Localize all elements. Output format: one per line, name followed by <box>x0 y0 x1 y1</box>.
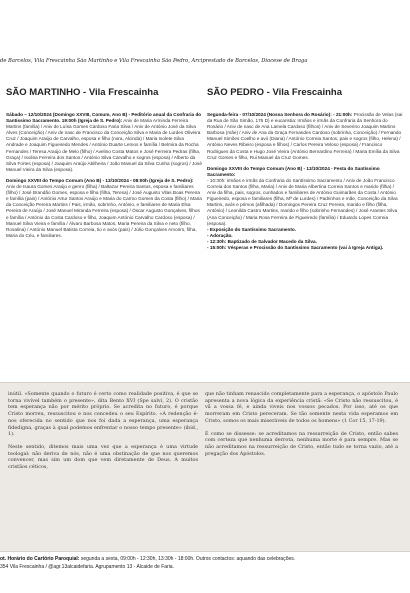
sao-martinho-saturday-block <box>6 112 202 173</box>
sao-pedro-title: SÃO PEDRO - Vila Frescainha <box>207 87 342 98</box>
sao-pedro-adoration: - Adoração. <box>207 232 233 238</box>
sao-pedro-sunday-heading: Domingo XXVIII do Tempo Comum (Ano B) - 13/10/2024 - Festa do Santíssimo Sacramento: <box>207 165 380 177</box>
sao-pedro-monday-block <box>207 112 403 161</box>
sao-martinho-saturday-intentions: Aniv de Maria Arminda Ferreira Martins (família) / Aniv de Luísa Gomes Cardoso Faria Silva / Aniv de António José da Silva Alves (Conceição) / Aniv de nasc de Francisco da Conceição Silva e Maria de Lurdes Oliveira Cruz / Joaquim Araújo de Carvalho, esposa e filho (nora, Alcinda) / Maria Isolete Silva Andrade e Joaquim Figueiredo Mendes / António Duarte Lemos e família / Belmira da Rocha Fernandes / Teresa Araújo de Melo (filho) / Avelino Costa Matos e José Ferreira Pedras (filha, Graça) / Isolina Ferreira dos Santos / António Silva Carvalho e sogros (esposa) / Alberto da Silva Fortes (esposa) / Joaquim Araújo Abilheira / João Manuel da Silva Cunha (sogros) / José Manuel Vieira da Silva (esposa). <box>6 118 202 172</box>
sao-pedro-sunday-mass: - 10:30h: irmãos e irmãs da Confraria do Santíssimo Sacramento / Aniv de João Francisco Correia dos Santos (filha, Maria) / Aniv de Maria Albertina Correia Santos e marido (filha) / Aniv da filha, pais, sogros, cunhados e familiares de António Guimarães da Costa / António Figueiredo, esposa e familiares (filha, Mª de Lurdes) / Padrinhos e mãe, Conceição da Silva Martins, avós e primos (afilhada) / Domingos Pereira Cruz Pereira, marido e filho (filha, António) / Leonilda Castro Martins, marido e filho (sobrinho Fernandes) / José Arantes Silva (Ana Conceição) / Maria Rosa Ferreira de Figueiredo (família) / Eduardo Lopes Correia (esposa). <box>207 177 398 226</box>
sao-martinho-column <box>6 112 202 244</box>
sao-pedro-vespers: - 15:00h: Vésperas e Procissão do Santíssimo Sacramento (vai à Igreja Antiga). <box>207 244 384 250</box>
reflection-right-paragraph-1: que não tinham renascido completamente para a esperança, o apóstolo Paulo apresenta a nova lógica da experiência cristã: «Se Cristo não ressuscitou, é vã a vossa fé, e ainda viveis nos vossos pecados. Por isso, até os que morreram em Cristo pereceram. Se tão somente nesta vida esperamos em Cristo, somos os mais miseráveis de todos os homens» (1 Cor 15, 17-19). <box>205 391 398 424</box>
reflection-right-paragraph-2: É como se dissesse: se acreditamos na ressurreição de Cristo, então sabes com certeza que nenhuma derrota, nenhuma morte é para sempre. Mas se não acreditamos na ressurreição de Cristo, então tudo se torna vazio, até a pregação dos Apóstolos. <box>205 430 398 457</box>
footer-office-hours-text: segunda a sexta, 09:00h - 12:30h, 13:30h - 18:00h. Outros contactos: aquando das celebrações. <box>80 556 296 562</box>
sao-pedro-baptism: - 12:30h: Baptizado de Salvador Macedo da Silva. <box>207 238 317 244</box>
footer-office-hours-label: ot. Horário do Cartório Paroquial: <box>0 556 80 562</box>
sao-pedro-monday-intentions: Procissão de Velas (sai da Rua de São Simão, 176 D) e eucaristia: Irmãos e irmãs da Confraria da Senhora do Rosário / Aniv de nasc de Ana Lamela Cardoso (filhos) / Aniv de Severino Joaquim Martins Barbosa (mãe) / Aniv de Ana da Graça Fernandes Cardoso (sobrinha, Conceição) / Fernando Manuel Simões Coelho e avó (Diana) / António Correia Santos, pais e sogros (filho, Helena) / António Neves Ribeiro (esposa e filhos) / Carlos Pereira Veloso (esposa) / Francisco Rodrigues da Costa e Hugo José Vieira (António Bernardino Ferreira) / Maria Emília da Silva Cruz Gomes e filho, Rui Manuel da Cruz Gomes. <box>207 112 403 160</box>
page-header: de Barcelos, Vila Frescainha São Martinho e Vila Frescainha São Pedro, Arciprestado de Barcelos, Diocese de Braga <box>0 58 308 64</box>
page-footer <box>0 556 410 571</box>
sao-martinho-title: SÃO MARTINHO - Vila Frescainha <box>6 87 159 98</box>
footer-contacts: 354 Vila Frescainha / @agr.13alcaidefaria. Agrupamento 13 - Alcaide de Faria. <box>0 563 174 570</box>
sao-martinho-sunday-intentions: Aniv de Isaura Gomes Araújo e genro (filha) / Baltazar Pereira Santos, esposa e familiares (filho) / José Brandão Gomes, esposa e filha (filha, Teresa) / José Augusto Vilas Boas Pereira e família (pais) / António Artur Santos Araújo e Maria do Carmo Gomes da Costa (filho) / Maria da Conceição Pereira Martins / Pais, irmão, sobrinho, António, e familiares de Maria Elsa Pereira de Araújo / José Manuel Miranda Ferreira (esposa) / Óscar Augusto Gonçalves, filhos e família / António da Costa Cardoso e filho, Joaquim António Carvalho Cardoso (esposa) / Manuel Silva Vieira e família / Álvaro Barbosa Matos, Maria Pereira da Silva e neto (filho, Rosalina) / António Manuel Batista Correia, tio e avós (pais) / Júlio Gonçalves Amorim, filha, Maria do Céu, e familiares. <box>6 184 202 238</box>
sao-pedro-monday-heading: Segunda-feira - 07/10/2024 (Nossa Senhora do Rosário): - 21:00h: <box>207 112 353 117</box>
sao-martinho-sunday-block <box>6 178 202 239</box>
sao-pedro-exposition: - Exposição do Santíssimo Sacramento. <box>207 226 297 232</box>
reflection-left-column <box>8 391 198 477</box>
reflection-box <box>0 382 410 552</box>
reflection-right-column <box>205 391 398 463</box>
reflection-left-paragraph-2: Neste sentido, ditemos mais uma vez que a esperança é uma virtude teologal: não deriva de nós, não é uma obstinação de que nos queremos convencer, mas sim um dom que vem diretamente de Deus. A muitos cristãos céticos, <box>8 443 198 471</box>
reflection-left-paragraph-1: inútil. «Somente quando o futuro é certo como realidade positiva, é que se torna vivível também o presente», dita Bento XVI (Spe salvi, 2). O cristão tem esperança não por mérito próprio. Se acredita no futuro, é porque Cristo morreu, ressuscitou e nos concedeu o seu Espírito. «A redenção é-nos oferecida no sentido que nos foi dada a esperança, uma esperança fidedigna, graças à qual podemos enfrentar o nosso tempo presente» (ibid., 1). <box>8 391 198 438</box>
sao-pedro-column <box>207 112 403 251</box>
sao-martinho-saturday-heading: Sábado – 12/10/2024 (Domingo XXVIII, Comum, Ano B) - Peditório anual da Confraria do Santíssimo Sacramento. 19:00h (Igreja de S. Pedro): <box>6 112 202 124</box>
footer-office-hours <box>0 556 410 564</box>
sao-pedro-sunday-block <box>207 166 403 251</box>
sao-martinho-sunday-heading: Domingo XXVIII do Tempo Comum (Ano B) - 13/10/2024 - 08:00h (Igreja de S. Pedro): <box>6 177 194 183</box>
